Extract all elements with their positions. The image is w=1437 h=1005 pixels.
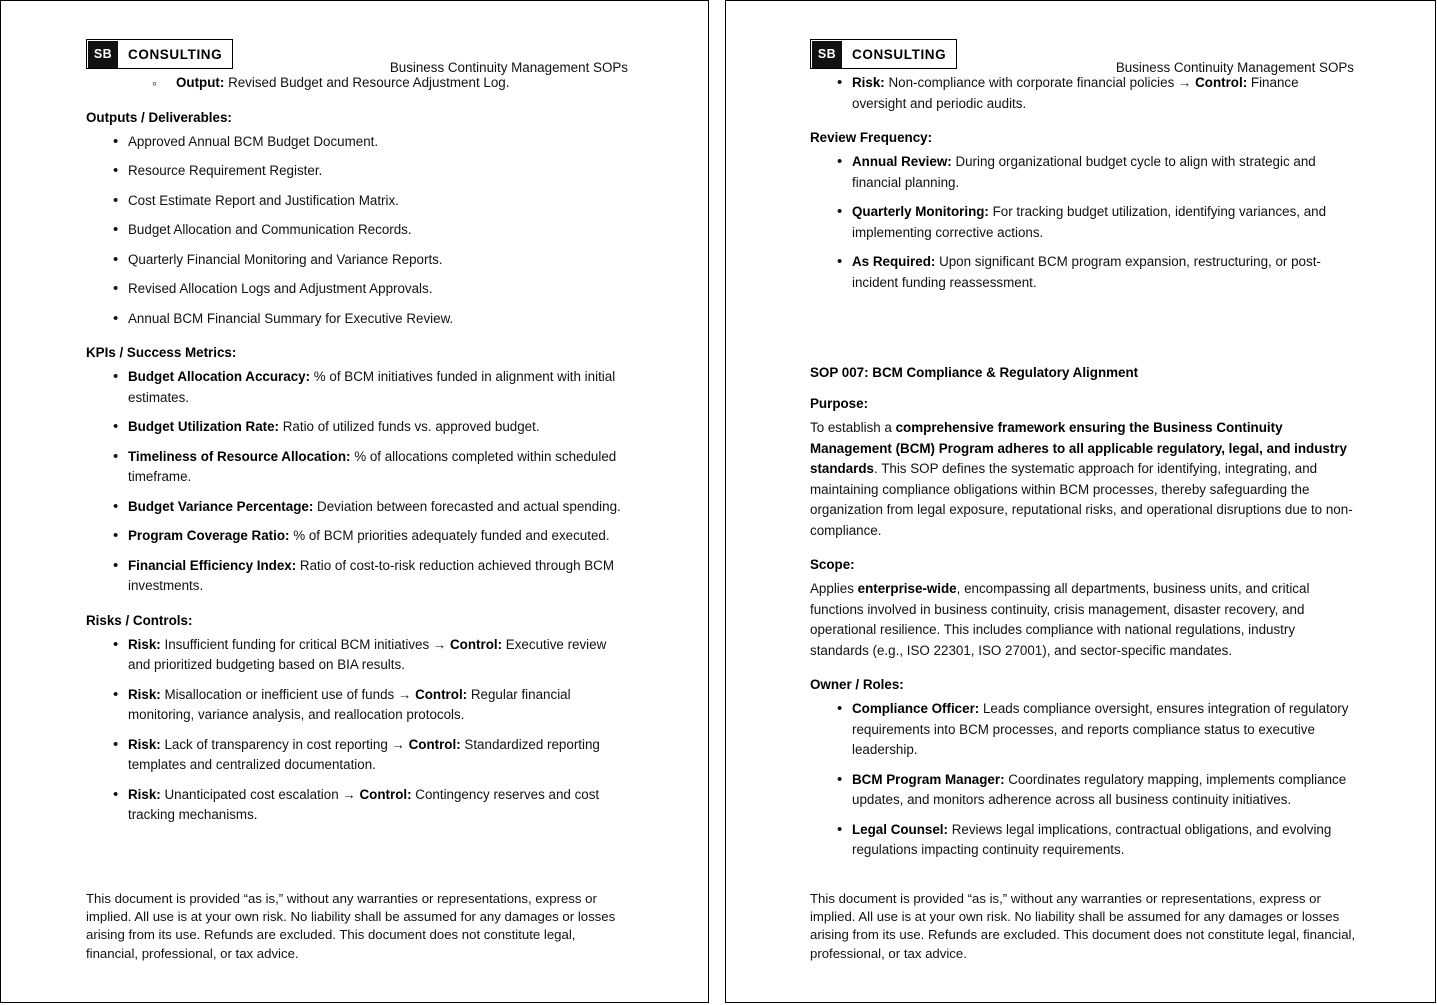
scope-bold: enterprise-wide [857, 581, 957, 596]
control-text: Regular financial monitoring, variance analysis, and reallocation protocols. [128, 686, 571, 722]
role-text: Reviews legal implications, contractual obligations, and evolving regulations impacting continuity requirements. [852, 821, 1332, 857]
purpose-lead: To establish a [810, 420, 896, 435]
output-label: Output: [176, 75, 225, 90]
review-label: As Required: [852, 254, 936, 269]
output-text: Revised Budget and Resource Adjustment Log. [224, 75, 510, 90]
list-item [86, 132, 628, 153]
page-right-body [810, 73, 1354, 861]
list-item [810, 820, 1354, 861]
risk-label: Risk: [128, 736, 161, 752]
review-label: Quarterly Monitoring: [852, 204, 989, 219]
risk-label: Risk: [852, 75, 885, 90]
kpi-label: Timeliness of Resource Allocation: [128, 448, 351, 464]
kpi-label: Budget Utilization Rate: [128, 419, 280, 434]
kpi-text: % of BCM priorities adequately funded and executed. [289, 528, 610, 543]
kpi-text: Ratio of utilized funds vs. approved budget. [279, 419, 540, 434]
company-logo [810, 39, 957, 69]
kpi-text: Deviation between forecasted and actual spending. [313, 498, 621, 514]
section-heading-risks: Risks / Controls: [86, 612, 193, 628]
logo-wordmark: CONSULTING [128, 46, 223, 62]
list-item [86, 309, 628, 330]
kpi-label: Program Coverage Ratio: [128, 528, 290, 543]
control-label: Control: [359, 786, 412, 802]
list-item [86, 526, 628, 547]
control-label: Control: [408, 736, 461, 752]
list-item [86, 367, 628, 408]
scope-lead: Applies [810, 581, 858, 596]
list-item [86, 685, 628, 726]
kpi-label: Budget Variance Percentage: [128, 498, 314, 514]
list-item-text: Revised Allocation Logs and Adjustment Approvals. [128, 281, 433, 296]
page-left-body [86, 73, 628, 826]
section-heading-review-frequency: Review Frequency: [810, 130, 933, 145]
section-heading-purpose: Purpose: [810, 396, 869, 411]
logo-wordmark: CONSULTING [852, 46, 947, 62]
list-item [86, 220, 628, 241]
section-spacer [810, 293, 1354, 363]
logo-mark-icon: SB [812, 41, 842, 68]
disclaimer-text: This document is provided “as is,” without any warranties or representations, express or implied. All use is at your own risk. No liability shall be assumed for any damages or losses arising from its use. Refunds are excluded. This document does not constitute legal, financial, professional, or tax advice. [86, 891, 616, 961]
continued-risks-list [810, 73, 1354, 114]
list-item-text: Annual BCM Financial Summary for Executive Review. [128, 310, 454, 326]
list-item-text: Cost Estimate Report and Justification Matrix. [128, 192, 399, 208]
risk-label: Risk: [128, 686, 161, 702]
risk-label: Risk: [128, 786, 161, 802]
kpi-text: % of BCM initiatives funded in alignment with initial estimates. [128, 369, 616, 405]
header-title: Business Continuity Management SOPs [389, 60, 628, 75]
owner-roles-list [810, 699, 1354, 861]
list-item [86, 556, 628, 597]
risk-text: Lack of transparency in cost reporting → [160, 736, 409, 752]
list-item [810, 152, 1354, 193]
risk-label: Risk: [128, 636, 161, 652]
list-item [86, 635, 628, 676]
purpose-rest: . This SOP defines the systematic approach for identifying, integrating, and maintaining compliance obligations within BCM processes, thereby safeguarding the organization from legal exposure, reputational risks, and operational disruptions due to non-compliance. [810, 461, 1353, 538]
risk-text: Unanticipated cost escalation → [160, 786, 360, 802]
disclaimer-text: This document is provided “as is,” without any warranties or representations, express or implied. All use is at your own risk. No liability shall be assumed for any damages or losses arising from its use. Refunds are excluded. This document does not constitute legal, financial, professional, or tax advice. [810, 891, 1356, 961]
list-item [810, 73, 1354, 114]
page-right-content [810, 39, 1354, 861]
header-title: Business Continuity Management SOPs [1115, 60, 1354, 75]
kpis-list [86, 367, 628, 597]
outputs-list [86, 132, 628, 330]
control-text: Contingency reserves and cost tracking mechanisms. [128, 786, 600, 822]
control-text: Finance oversight and periodic audits. [852, 75, 1299, 111]
output-sub-bullet-list [86, 73, 628, 94]
list-item [810, 252, 1354, 293]
list-item-text: Quarterly Financial Monitoring and Variance Reports. [128, 251, 443, 267]
review-text: Upon significant BCM program expansion, restructuring, or post-incident funding reassessment. [852, 254, 1321, 290]
role-label: Legal Counsel: [852, 821, 948, 837]
risks-list [86, 635, 628, 826]
control-text: Executive review and prioritized budgeting based on BIA results. [128, 636, 607, 672]
list-item-text: Budget Allocation and Communication Records. [128, 222, 412, 237]
list-item [810, 770, 1354, 811]
list-item [810, 202, 1354, 243]
page-left-content [86, 39, 628, 826]
section-heading-kpis: KPIs / Success Metrics: [86, 345, 237, 360]
review-text: During organizational budget cycle to align with strategic and financial planning. [852, 154, 1316, 190]
role-label: BCM Program Manager: [852, 771, 1005, 787]
control-label: Control: [450, 636, 503, 652]
list-item [86, 735, 628, 776]
section-heading-owner-roles: Owner / Roles: [810, 677, 904, 692]
risk-text: Misallocation or inefficient use of funds → [160, 686, 416, 702]
list-item [810, 699, 1354, 761]
purpose-paragraph [810, 418, 1354, 541]
role-text: Leads compliance oversight, ensures integration of regulatory requirements into BCM processes, and reports compliance status to executive leadership. [852, 701, 1349, 757]
control-label: Control: [415, 686, 468, 702]
list-item [86, 785, 628, 826]
list-item [86, 161, 628, 182]
list-item [86, 279, 628, 300]
role-text: Coordinates regulatory mapping, implements compliance updates, and monitors adherence across all business continuity initiatives. [852, 771, 1347, 807]
control-text: Standardized reporting templates and centralized documentation. [128, 736, 600, 772]
kpi-label: Budget Allocation Accuracy: [128, 369, 311, 384]
risk-text: Insufficient funding for critical BCM initiatives → [160, 636, 451, 652]
list-item-text: Approved Annual BCM Budget Document. [128, 133, 379, 149]
review-text: For tracking budget utilization, identifying variances, and implementing corrective actions. [852, 204, 1327, 240]
review-label: Annual Review: [852, 154, 952, 169]
risk-text: Non-compliance with corporate financial policies → [884, 75, 1196, 90]
list-item [86, 447, 628, 488]
list-item [86, 417, 628, 438]
list-item [86, 497, 628, 518]
list-item-text: Resource Requirement Register. [128, 163, 323, 178]
control-label: Control: [1195, 75, 1248, 90]
list-item [86, 250, 628, 271]
kpi-text: % of allocations completed within scheduled timeframe. [128, 448, 617, 484]
purpose-bold: comprehensive framework ensuring the Business Continuity Management (BCM) Program adheres to all applicable regulatory, legal, and industry standards [810, 420, 1347, 476]
page-header [810, 39, 1354, 73]
section-heading-scope: Scope: [810, 557, 855, 572]
review-frequency-list [810, 152, 1354, 293]
scope-paragraph [810, 579, 1354, 661]
list-item [86, 73, 628, 94]
logo-mark-icon: SB [88, 41, 118, 68]
sop-title: SOP 007: BCM Compliance & Regulatory Alignment [810, 365, 1139, 380]
list-item [86, 191, 628, 212]
scope-rest: , encompassing all departments, business units, and critical functions involved in business continuity, crisis management, disaster recovery, and operational resilience. This includes compliance with national regulations, industry standards (e.g., ISO 22301, ISO 27001), and sector-specific mandates. [810, 581, 1310, 658]
company-logo [86, 39, 233, 69]
page-left [0, 0, 709, 1003]
page-right [725, 0, 1436, 1003]
kpi-text: Ratio of cost-to-risk reduction achieved through BCM investments. [128, 557, 614, 593]
section-heading-outputs: Outputs / Deliverables: [86, 109, 232, 125]
kpi-label: Financial Efficiency Index: [128, 557, 297, 573]
role-label: Compliance Officer: [852, 701, 980, 716]
page-header [86, 39, 628, 73]
